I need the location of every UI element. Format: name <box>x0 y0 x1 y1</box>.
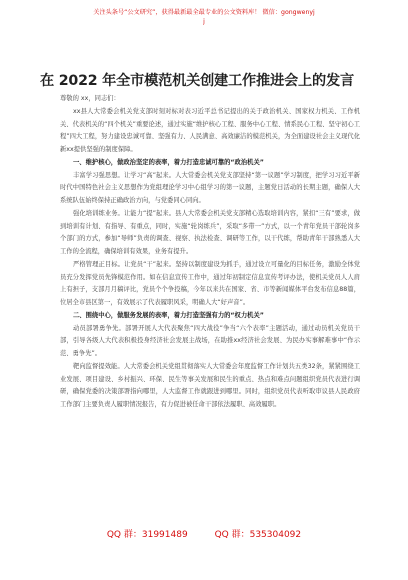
document-title: 在 2022 年全市模范机关创建工作推进会上的发言 <box>40 73 354 89</box>
banner-line-1: 关注头条号“公文研究”，获得最新最全最专业的公文资料库！ 微信：gongwenyj <box>93 9 315 16</box>
document-body <box>60 93 360 412</box>
footer-qq-2: QQ 群：535304092 <box>214 530 302 540</box>
banner-line-2: j <box>203 18 205 25</box>
footer-qq-1: QQ 群：31991489 <box>106 530 188 540</box>
paragraph-training: 强化培训练业务。让能力“提”起来。县人大常委会机关党支部精心选取培训内容，紧扣“三有”要求，做到培训有计划、有指导、有重点，同时，实施“轮岗练兵”，采取“多带一”方式，以一个青年党员干部轮岗多个部门的方式，参加“导师”负责的调查、视察、执法检查、调研等工作，以干代练，帮助青年干部熟悉人大工作的全流程，确保培训有效果，业务有提升。 <box>60 209 360 255</box>
section-heading-1: 一、维护核心，做政治坚定的表率，着力打造忠诚可靠的“政治机关” <box>73 158 264 166</box>
paragraph-study: 丰富学习强思想。让学习“高”起来。人大常委会机关党支部坚持“第一议题”学习制度，把学习习近平新时代中国特色社会主义思想作为党组理论学习中心组学习的第一议题，主题党日活动的长期主题，确保人大系统队伍始终保持正确政治方向，与党委同心同向。 <box>60 171 360 204</box>
section-heading-2: 二、围绕中心，做服务发展的表率，着力打造坚强有力的“权力机关” <box>73 311 264 319</box>
paragraph-management: 严格管理正目标。让党员“干”起来。坚持以制度建设为抓手，通过设立可量化的目标任务，激励全体党员充分发挥党员先锋模范作用。如在信息宣传工作中，通过年初制定信息宣传考评办法，使机关党员人人肩上有担子，支部月月稿评比，党员个个争投稿，今年以来共在国家、省、市等新闻媒体平台发布信息88篇，位居全市县区第一，有效展示了代表履职风采，明确人大“好声音”。 <box>60 260 360 306</box>
paragraph-supervision: 靶向监督提效能。人大常委会机关党组贯彻落实人大常委会年度监督工作计划共五类32条，紧紧围绕工业发展、项目建设、乡村振兴、环保、民生等事关发展和民生的重点、热点和难点问题组织党员代表进行调研，确保党委的决策部署指向哪里，人大监督工作就跟进到哪里。同时，组织党员代表听取审议县人民政府工作部门主要负责人履职情况报告，有力促进被任命干部依法履职、高效履职。 <box>60 362 360 408</box>
greeting: 尊敬的 xx，同志们： <box>60 95 120 102</box>
footer-contacts <box>0 527 408 540</box>
paragraph-mobilize: 动员部署勇争先。部署开展人大代表聚焦“四大战役”争当“六个表率”主题活动，通过动员机关党员干部，引导各级人大代表积极投身经济社会发展主战场，在助推xx经济社会发展、为民办实事解难事中“作示范、勇争先”。 <box>60 324 360 357</box>
paragraph-intro: xx县人大常委会机关党支部时刻对标对表习近平总书记提出的关于政治机关、国家权力机关、工作机关、代表机关的“四个机关”重要论述，通过实施“维护核心工程、服务中心工程、情系民心工程、坚守初心工程”四大工程，努力建设忠诚可靠、坚强有力、人民满意、高效廉洁的模范机关，为全面建设社会主义现代化新xx提供坚强的制度保障。 <box>60 107 360 153</box>
top-banner <box>0 8 408 26</box>
